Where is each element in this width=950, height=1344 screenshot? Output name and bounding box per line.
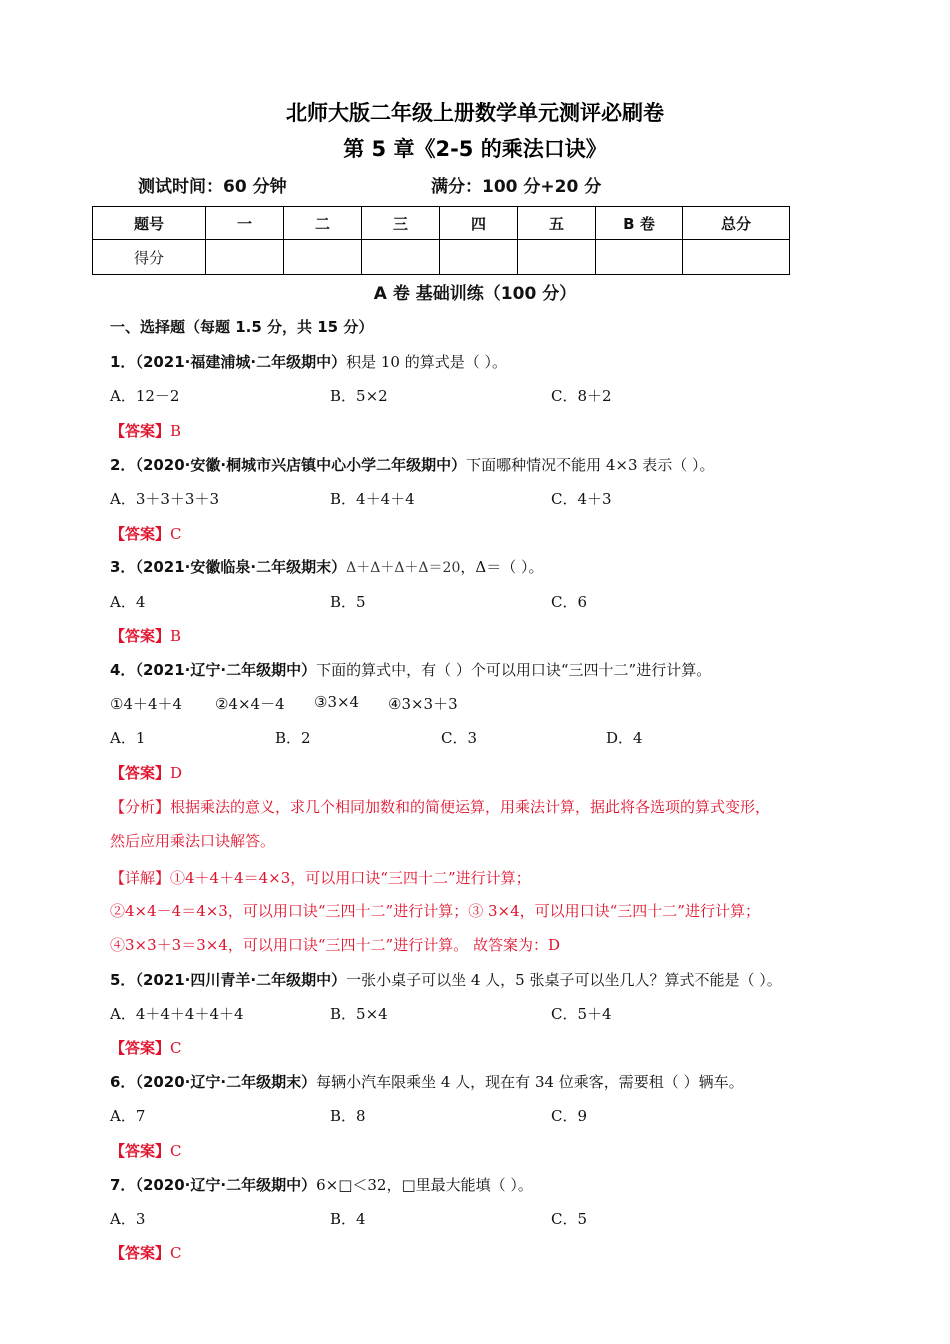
option-a: A．3 — [110, 1210, 146, 1228]
answer-value: C — [170, 1244, 182, 1262]
chapter-title: 第 5 章《2-5 的乘法口诀》 — [343, 137, 607, 161]
score-cell[interactable] — [518, 240, 596, 275]
answer-7 — [110, 1242, 182, 1263]
score-header-cell: 总分 — [683, 207, 790, 240]
option-b: B．5 — [330, 593, 366, 611]
question-source: （2020·安徽·桐城市兴店镇中心小学二年级期中） — [135, 456, 467, 474]
answer-value: B — [170, 422, 182, 440]
question-text: 下面哪种情况不能用 4×3 表示（ ）。 — [466, 456, 715, 474]
answer-value: B — [170, 627, 182, 645]
option-a: A．12－2 — [110, 387, 180, 405]
question-text: 6×□＜32，□里最大能填（ ）。 — [316, 1176, 533, 1194]
answer-5 — [110, 1037, 182, 1058]
score-header-cell: 五 — [518, 207, 596, 240]
score-cell[interactable] — [683, 240, 790, 275]
answer-label: 【答案】 — [110, 1142, 171, 1160]
question-3 — [110, 556, 543, 577]
expression-item: ③3×4 — [314, 693, 360, 711]
option-a: A．3＋3＋3＋3 — [110, 490, 220, 508]
question-source: （2020·辽宁·二年级期末） — [135, 1073, 317, 1091]
answer-value: D — [170, 764, 183, 782]
score-cell[interactable] — [206, 240, 284, 275]
option-c: C．4＋3 — [551, 490, 612, 508]
score-table — [92, 206, 790, 275]
answer-label: 【答案】 — [110, 422, 171, 440]
score-cell[interactable] — [284, 240, 362, 275]
question-1 — [110, 351, 507, 372]
expression-item: ②4×4－4 — [215, 695, 285, 713]
answer-value: C — [170, 1142, 182, 1160]
question-7 — [110, 1174, 533, 1195]
option-c: C．5＋4 — [551, 1005, 612, 1023]
full-score: 满分：100 分+20 分 — [431, 177, 602, 197]
question-number: 4． — [110, 661, 136, 679]
analysis-line: 【分析】根据乘法的意义，求几个相同加数和的简便运算，用乘法计算，据此将各选项的算式变形， — [110, 798, 771, 816]
question-source: （2020·辽宁·二年级期中） — [135, 1176, 317, 1194]
question-4 — [110, 659, 711, 680]
score-table-header-row — [93, 207, 790, 240]
expression-item: ④3×3＋3 — [388, 695, 458, 713]
question-text: 下面的算式中，有（ ）个可以用口诀“三四十二”进行计算。 — [316, 661, 712, 679]
score-cell[interactable] — [362, 240, 440, 275]
detail-line: ④3×3＋3＝3×4，可以用口诀“三四十二”进行计算。 故答案为：D — [110, 936, 560, 954]
score-header-cell: 三 — [362, 207, 440, 240]
option-b: B．2 — [275, 729, 311, 747]
answer-value: C — [170, 1039, 182, 1057]
question-text: 积是 10 的算式是（ ）。 — [346, 353, 507, 371]
document-title: 北师大版二年级上册数学单元测评必刷卷 — [286, 101, 664, 125]
answer-4 — [110, 762, 182, 783]
option-a: A．4 — [110, 593, 146, 611]
score-header-cell: B 卷 — [596, 207, 683, 240]
question-text: ，Δ＝（ ）。 — [460, 558, 544, 576]
answer-label: 【答案】 — [110, 1039, 171, 1057]
question-source: （2021·四川青羊·二年级期中） — [135, 971, 347, 989]
answer-3 — [110, 625, 181, 646]
question-number: 7． — [110, 1176, 136, 1194]
score-header-cell: 四 — [440, 207, 518, 240]
option-b: B．4＋4＋4 — [330, 490, 415, 508]
answer-2 — [110, 523, 182, 544]
answer-value: C — [170, 525, 182, 543]
option-c: C．9 — [551, 1107, 588, 1125]
question-text: 每辆小汽车限乘坐 4 人，现在有 34 位乘客，需要租（ ）辆车。 — [316, 1073, 744, 1091]
score-header-cell: 二 — [284, 207, 362, 240]
option-c: C．8＋2 — [551, 387, 612, 405]
answer-6 — [110, 1140, 182, 1161]
score-cell[interactable] — [596, 240, 683, 275]
option-a: A．7 — [110, 1107, 146, 1125]
question-5 — [110, 969, 782, 990]
part-heading: 一、选择题（每题 1.5 分，共 15 分） — [110, 318, 374, 336]
question-source: （2021·辽宁·二年级期中） — [135, 661, 317, 679]
option-b: B．5×2 — [330, 387, 388, 405]
score-header-cell: 一 — [206, 207, 284, 240]
expression-item: ①4＋4＋4 — [110, 695, 183, 713]
answer-label: 【答案】 — [110, 627, 171, 645]
question-number: 5． — [110, 971, 136, 989]
option-b: B．8 — [330, 1107, 366, 1125]
question-number: 3． — [110, 558, 136, 576]
score-table-score-row — [93, 240, 790, 275]
question-formula: Δ＋Δ＋Δ＋Δ＝20 — [346, 560, 461, 576]
question-source: （2021·福建浦城·二年级期中） — [135, 353, 347, 371]
question-source: （2021·安徽临泉·二年级期末） — [135, 558, 347, 576]
option-a: A．1 — [110, 729, 146, 747]
answer-1 — [110, 420, 181, 441]
option-b: B．4 — [330, 1210, 366, 1228]
option-c: C．6 — [551, 593, 588, 611]
question-number: 1． — [110, 353, 136, 371]
question-number: 2． — [110, 456, 136, 474]
score-cell[interactable] — [440, 240, 518, 275]
question-6 — [110, 1071, 744, 1092]
question-text: 一张小桌子可以坐 4 人，5 张桌子可以坐几人？算式不能是（ ）。 — [346, 971, 782, 989]
option-d: D．4 — [606, 729, 643, 747]
detail-line: ②4×4－4＝4×3，可以用口诀“三四十二”进行计算；③ 3×4，可以用口诀“三四十二”进行计算； — [110, 902, 760, 920]
answer-label: 【答案】 — [110, 1244, 171, 1262]
answer-label: 【答案】 — [110, 764, 171, 782]
option-c: C．5 — [551, 1210, 588, 1228]
detail-line: 【详解】①4＋4＋4＝4×3，可以用口诀“三四十二”进行计算； — [110, 869, 531, 887]
section-a-heading: A 卷 基础训练（100 分） — [373, 284, 577, 304]
question-2 — [110, 454, 715, 475]
option-b: B．5×4 — [330, 1005, 388, 1023]
option-a: A．4＋4＋4＋4＋4 — [110, 1005, 244, 1023]
answer-label: 【答案】 — [110, 525, 171, 543]
option-c: C．3 — [441, 729, 478, 747]
score-row-label: 得分 — [93, 240, 206, 275]
score-header-cell: 题号 — [93, 207, 206, 240]
analysis-line: 然后应用乘法口诀解答。 — [110, 832, 276, 850]
question-number: 6． — [110, 1073, 136, 1091]
test-time: 测试时间：60 分钟 — [138, 177, 287, 197]
